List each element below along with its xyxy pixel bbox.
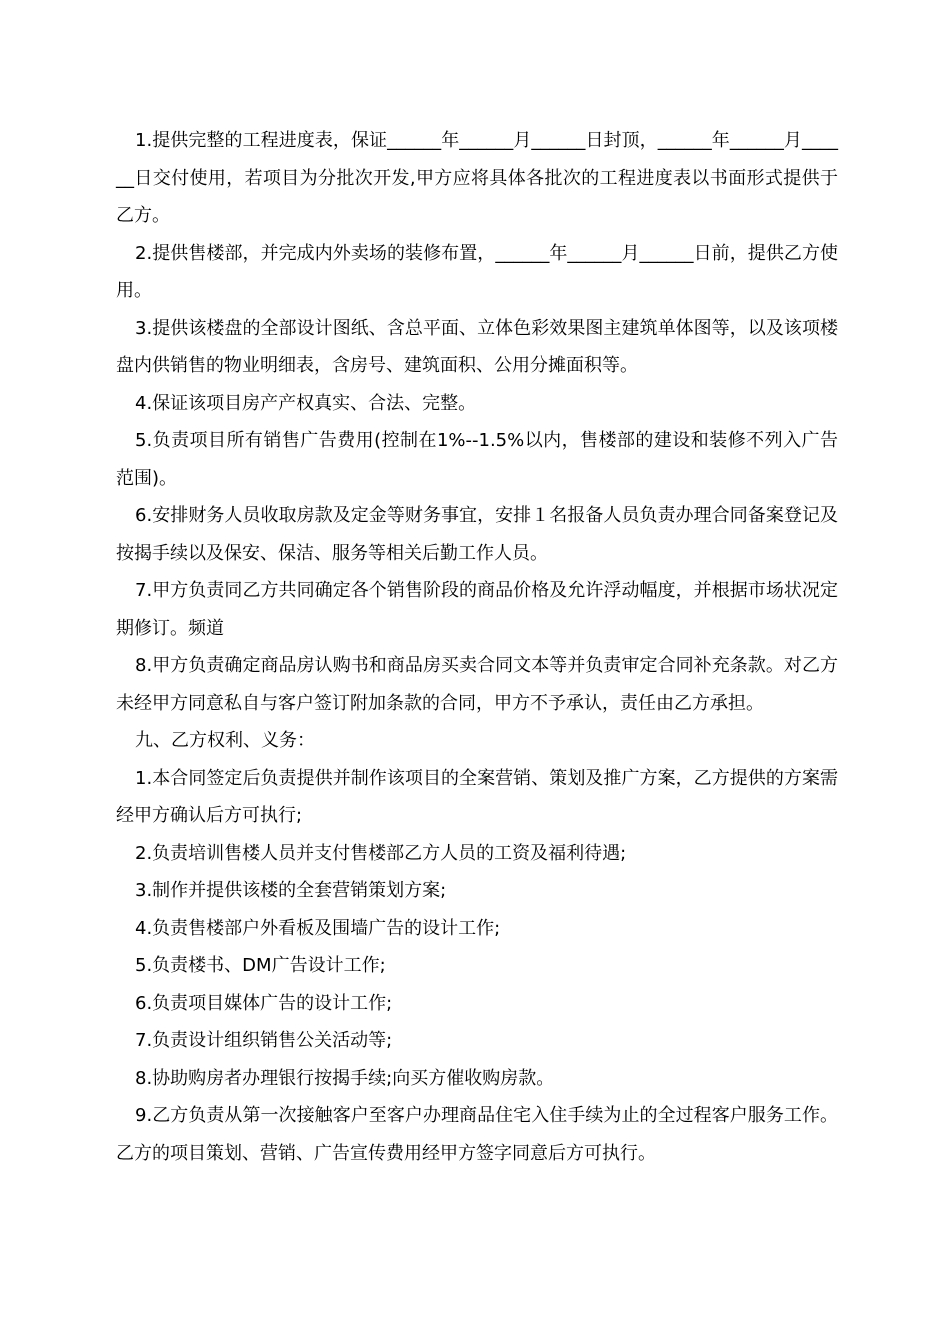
clause-5-advertising-costs: 5.负责项目所有销售广告费用(控制在1%--1.5%以内，售楼部的建设和装修不列入广告范围)。: [116, 430, 838, 489]
clause-3-drawings: 3.提供该楼盘的全部设计图纸、含总平面、立体色彩效果图主建筑单体图等，以及该项楼盘内供销售的物业明细表，含房号、建筑面积、公用分摊面积等。: [116, 317, 838, 376]
obligation-5-brochure: 5.负责楼书、DM广告设计工作;: [135, 955, 386, 976]
obligation-4-outdoor-ads: 4.负责售楼部户外看板及围墙广告的设计工作;: [135, 917, 501, 939]
clause-6-finance-staff: 6.安排财务人员收取房款及定金等财务事宜，安排１名报备人员负责办理合同备案登记及按揭手续以及保安、保洁、服务等相关后勤工作人员。: [116, 505, 838, 564]
clause-1-schedule: 1.提供完整的工程进度表，保证______年______月______日封顶，______年______月______日交付使用，若项目为分批次开发,甲方应将具体各批次的工程进度表以书面形式提供于乙方。: [116, 130, 838, 226]
clause-2-sales-office: 2.提供售楼部，并完成内外卖场的装修布置，______年______月______日前，提供乙方使用。: [116, 242, 838, 301]
document-body: [116, 122, 838, 1172]
obligation-7-pr-events: 7.负责设计组织销售公关活动等;: [135, 1030, 393, 1051]
obligation-3-strategy: 3.制作并提供该楼的全套营销策划方案;: [135, 880, 447, 901]
clause-4-property-rights: 4.保证该项目房产产权真实、合法、完整。: [135, 392, 477, 414]
obligation-9-customer-service: 9.乙方负责从第一次接触客户至客户办理商品住宅入住手续为止的全过程客户服务工作。乙方的项目策划、营销、广告宣传费用经甲方签字同意后方可执行。: [116, 1105, 838, 1164]
obligation-6-media-ads: 6.负责项目媒体广告的设计工作;: [135, 992, 393, 1014]
section-heading-party-b: 九、乙方权利、义务：: [135, 730, 315, 751]
obligation-8-mortgage: 8.协助购房者办理银行按揭手续;向买方催收购房款。: [135, 1067, 555, 1089]
clause-8-contracts: 8.甲方负责确定商品房认购书和商品房买卖合同文本等并负责审定合同补充条款。对乙方未经甲方同意私自与客户签订附加条款的合同，甲方不予承认，责任由乙方承担。: [116, 655, 838, 714]
clause-7-pricing: 7.甲方负责同乙方共同确定各个销售阶段的商品价格及允许浮动幅度，并根据市场状况定期修订。频道: [116, 580, 838, 639]
obligation-1-marketing-plan: 1.本合同签定后负责提供并制作该项目的全案营销、策划及推广方案，乙方提供的方案需经甲方确认后方可执行;: [116, 767, 838, 826]
obligation-2-training: 2.负责培训售楼人员并支付售楼部乙方人员的工资及福利待遇;: [135, 842, 627, 864]
